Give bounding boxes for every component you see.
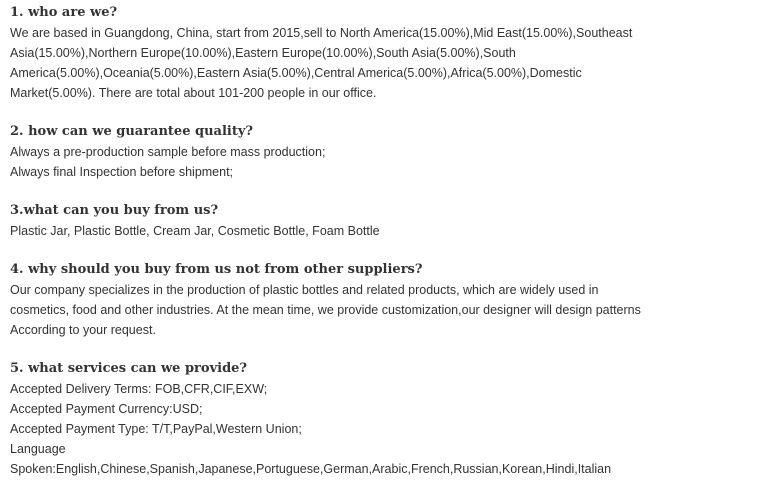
answer-line: Plastic Jar, Plastic Bottle, Cream Jar, Cosmetic Bottle, Foam Bottle xyxy=(10,224,380,238)
answer-line: Accepted Delivery Terms: FOB,CFR,CIF,EXW; xyxy=(10,382,268,396)
answer-line: Our company specializes in the production of plastic bottles and related products, which are widely used in xyxy=(10,283,599,297)
answer-line: Always a pre-production sample before mass production; xyxy=(10,145,326,159)
faq-question-products: 3.what can you buy from us? xyxy=(10,203,219,218)
faq-question-services: 5. what services can we provide? xyxy=(10,361,248,376)
answer-line: Accepted Payment Currency:USD; xyxy=(10,402,203,416)
faq-answer-why-us xyxy=(10,280,765,340)
faq-section-quality xyxy=(10,122,765,182)
faq-question-who-are-we: 1. who are we? xyxy=(10,5,118,20)
answer-line: Asia(15.00%),Northern Europe(10.00%),Eastern Europe(10.00%),South Asia(5.00%),South xyxy=(10,46,516,60)
faq-answer-products xyxy=(10,221,765,241)
answer-line: Market(5.00%). There are total about 101-200 people in our office. xyxy=(10,86,377,100)
faq-question-why-us: 4. why should you buy from us not from other suppliers? xyxy=(10,262,423,277)
answer-line: Language xyxy=(10,442,66,456)
section-spacer xyxy=(10,103,765,122)
faq-answer-services xyxy=(10,379,765,479)
company-faq xyxy=(10,3,765,479)
answer-line: cosmetics, food and other industries. At the mean time, we provide customization,our designer will design patterns xyxy=(10,303,641,317)
section-spacer xyxy=(10,182,765,201)
answer-line: Spoken:English,Chinese,Spanish,Japanese,Portuguese,German,Arabic,French,Russian,Korean,Hindi,Italian xyxy=(10,462,612,476)
section-spacer xyxy=(10,241,765,260)
faq-answer-who-are-we xyxy=(10,23,765,103)
answer-line: Accepted Payment Type: T/T,PayPal,Western Union; xyxy=(10,422,302,436)
answer-line: According to your request. xyxy=(10,323,156,337)
faq-question-quality: 2. how can we guarantee quality? xyxy=(10,124,254,139)
answer-line: America(5.00%),Oceania(5.00%),Eastern Asia(5.00%),Central America(5.00%),Africa(5.00%),Domestic xyxy=(10,66,582,80)
faq-section-services xyxy=(10,359,765,479)
faq-section-products xyxy=(10,201,765,241)
faq-section-why-us xyxy=(10,260,765,340)
section-spacer xyxy=(10,340,765,359)
answer-line: We are based in Guangdong, China, start from 2015,sell to North America(15.00%),Mid East(15.00%),Southeast xyxy=(10,26,633,40)
answer-line: Always final Inspection before shipment; xyxy=(10,165,234,179)
faq-section-who-are-we xyxy=(10,3,765,103)
faq-answer-quality xyxy=(10,142,765,182)
